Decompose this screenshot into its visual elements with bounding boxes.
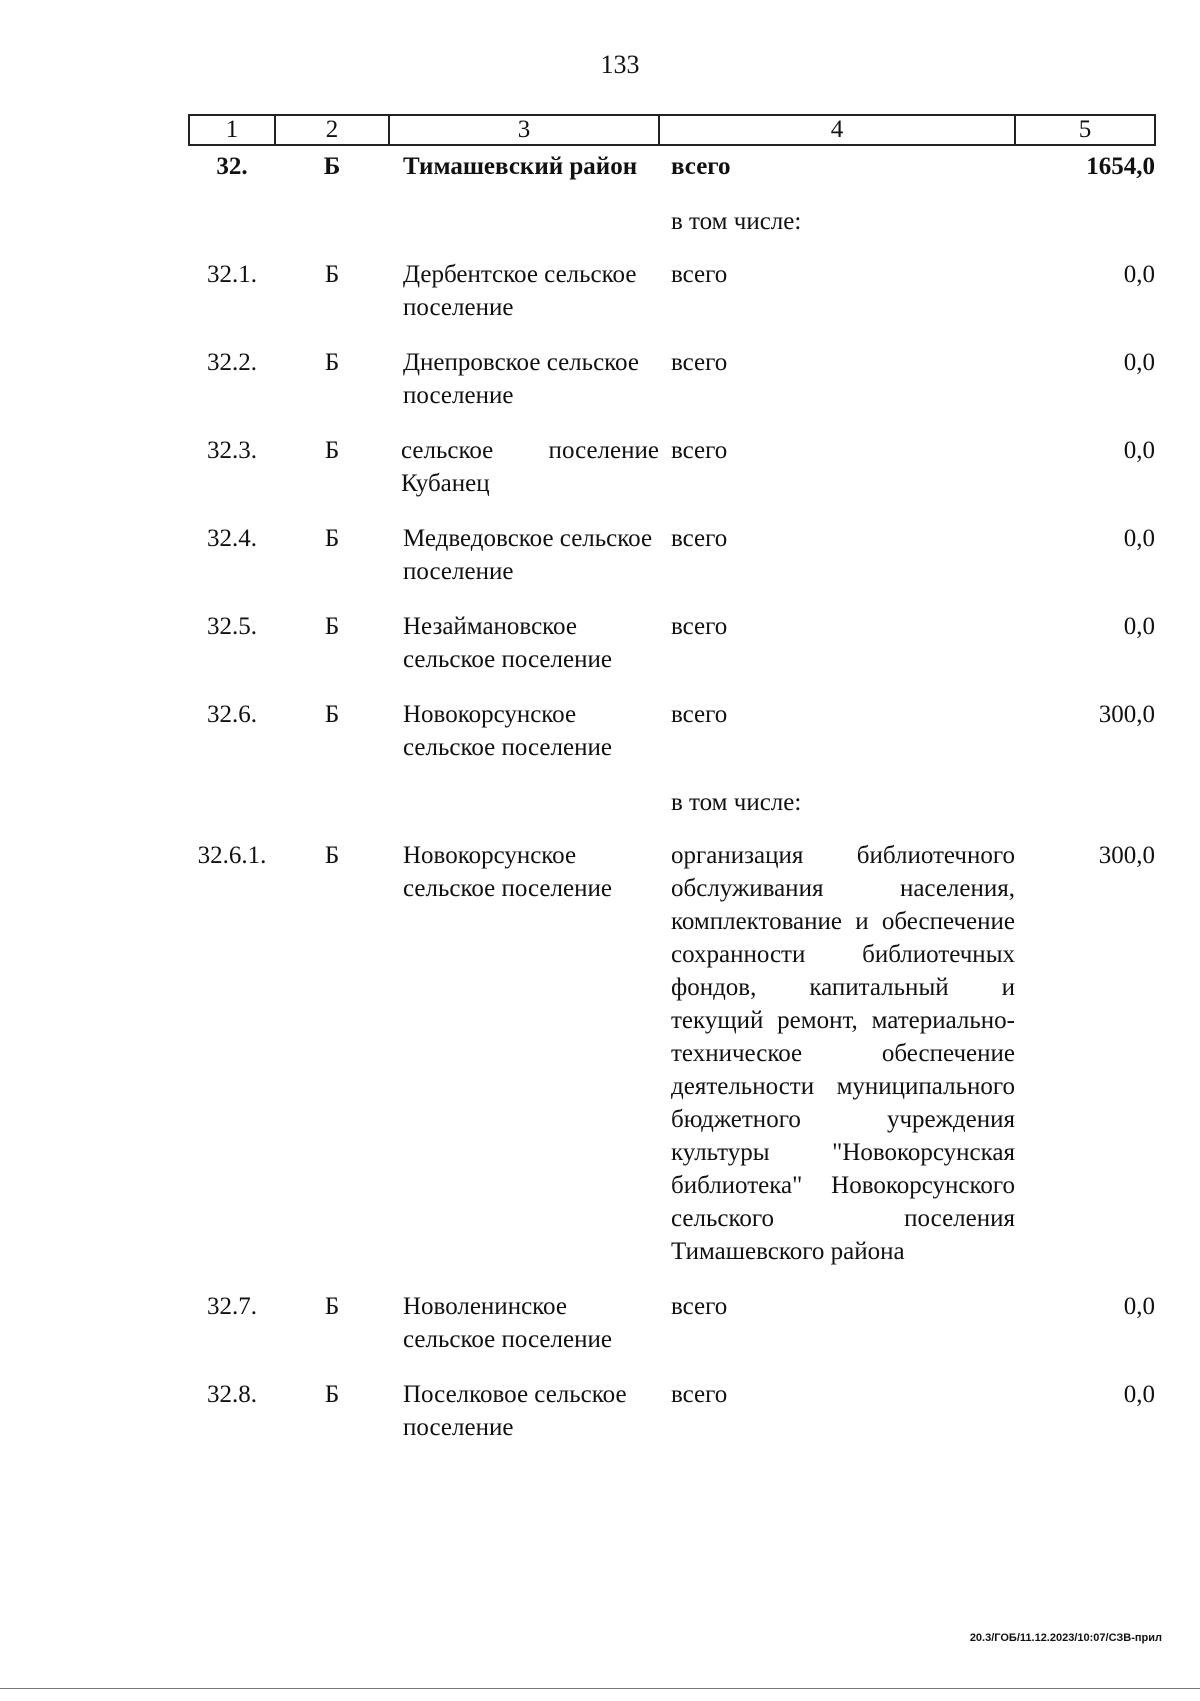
row-name: Новокорсунское сельское поселение bbox=[403, 842, 612, 902]
row-value: 0,0 bbox=[1123, 613, 1155, 640]
row-name: Новокорсунское сельское поселение bbox=[403, 701, 612, 761]
table-row bbox=[189, 522, 1155, 610]
row-value: 1654,0 bbox=[1086, 153, 1155, 180]
row-category: Б bbox=[323, 153, 341, 180]
table-row-including bbox=[189, 786, 1155, 839]
row-name: Дербентское сельское поселение bbox=[403, 261, 637, 321]
including-label: в том числе: bbox=[671, 208, 802, 235]
row-name: Днепровское сельское поселение bbox=[403, 349, 639, 409]
table-row-district-total bbox=[189, 145, 1155, 205]
row-description: всего bbox=[671, 1293, 728, 1320]
row-number: 32.1. bbox=[207, 261, 257, 288]
row-value: 0,0 bbox=[1123, 349, 1155, 376]
row-number: 32.6.1. bbox=[197, 842, 267, 869]
row-category: Б bbox=[324, 349, 340, 376]
column-header-1: 1 bbox=[189, 115, 275, 145]
row-category: Б bbox=[324, 613, 340, 640]
column-number-header bbox=[189, 115, 1155, 145]
row-description: всего bbox=[671, 613, 728, 640]
row-category: Б bbox=[324, 701, 340, 728]
column-header-2: 2 bbox=[275, 115, 389, 145]
row-number: 32.6. bbox=[207, 701, 257, 728]
row-category: Б bbox=[324, 437, 340, 464]
column-header-4: 4 bbox=[659, 115, 1015, 145]
row-value: 0,0 bbox=[1123, 1381, 1155, 1408]
row-value: 0,0 bbox=[1123, 261, 1155, 288]
row-value: 300,0 bbox=[1098, 842, 1155, 869]
table-row-including bbox=[189, 205, 1155, 258]
budget-table bbox=[188, 114, 1156, 1466]
row-category: Б bbox=[324, 842, 340, 869]
row-value: 300,0 bbox=[1098, 701, 1155, 728]
row-name: Незаймановское сельское поселение bbox=[403, 613, 612, 673]
table-row bbox=[189, 1290, 1155, 1378]
row-number: 32.4. bbox=[207, 525, 257, 552]
row-description: всего bbox=[671, 525, 728, 552]
row-value: 0,0 bbox=[1123, 437, 1155, 464]
table-row bbox=[189, 346, 1155, 434]
row-name: Медведовское сельское поселение bbox=[403, 525, 653, 585]
row-value: 0,0 bbox=[1123, 525, 1155, 552]
row-number: 32.7. bbox=[207, 1293, 257, 1320]
row-category: Б bbox=[324, 261, 340, 288]
table-row bbox=[189, 1378, 1155, 1466]
column-header-5: 5 bbox=[1015, 115, 1155, 145]
page-number: 133 bbox=[600, 50, 640, 79]
row-category: Б bbox=[324, 1293, 340, 1320]
scan-edge-line bbox=[0, 1688, 1200, 1689]
row-description: всего bbox=[671, 261, 728, 288]
table-row bbox=[189, 698, 1155, 786]
row-category: Б bbox=[324, 1381, 340, 1408]
row-description: всего bbox=[671, 1381, 728, 1408]
row-description: всего bbox=[671, 437, 728, 464]
row-description: всего bbox=[671, 349, 728, 376]
including-label: в том числе: bbox=[671, 789, 802, 816]
row-description: всего bbox=[671, 701, 728, 728]
row-number: 32.2. bbox=[207, 349, 257, 376]
table-row bbox=[189, 434, 1155, 522]
row-name: Новоленинское сельское поселение bbox=[403, 1293, 612, 1353]
document-reference-note: 20.3/ГОБ/11.12.2023/10:07/СЗВ-прил bbox=[969, 1632, 1162, 1644]
row-description: организация библиотечного обслуживания населения, комплектование и обеспечение сохранности библиотечных фондов, капитальный и текущий ремонт, материально-техническое обеспечение деятельности муниципального бюджетного учреждения культуры "Новокорсунская библиотека" Новокорсунского сельского поселения Тимашевского района bbox=[671, 842, 1015, 1265]
row-number: 32.5. bbox=[207, 613, 257, 640]
column-header-3: 3 bbox=[389, 115, 659, 145]
row-number: 32.3. bbox=[207, 437, 257, 464]
table-row bbox=[189, 839, 1155, 1290]
row-name: сельское поселение Кубанец bbox=[401, 437, 659, 497]
row-number: 32. bbox=[216, 153, 248, 180]
row-number: 32.8. bbox=[207, 1381, 257, 1408]
row-value: 0,0 bbox=[1123, 1293, 1155, 1320]
table-row bbox=[189, 258, 1155, 346]
row-description: всего bbox=[671, 153, 731, 180]
table-row bbox=[189, 610, 1155, 698]
row-category: Б bbox=[324, 525, 340, 552]
row-name: Поселковое сельское поселение bbox=[403, 1381, 627, 1441]
row-name: Тимашевский район bbox=[403, 153, 638, 180]
